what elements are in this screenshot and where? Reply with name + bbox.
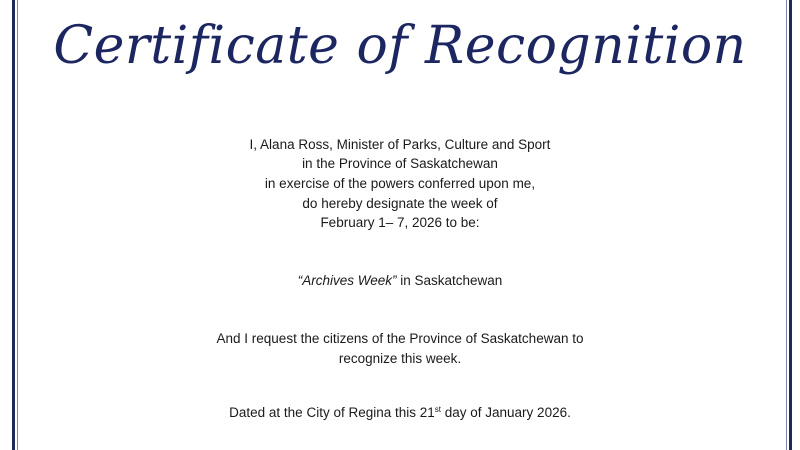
border-left <box>12 0 15 450</box>
designation-line <box>30 273 770 289</box>
designation-suffix: in Saskatchewan <box>396 273 503 288</box>
proclamation-line-2: in the Province of Saskatchewan <box>302 156 498 171</box>
dated-suffix: day of January 2026. <box>441 405 571 420</box>
border-right <box>789 0 792 450</box>
dated-prefix: Dated at the City of Regina this 21 <box>229 405 435 420</box>
proclamation-line-1: I, Alana Ross, Minister of Parks, Culture and Sport <box>249 137 551 152</box>
proclamation-line-5: February 1– 7, 2026 to be: <box>320 215 480 230</box>
designation-name: “Archives Week” <box>297 273 397 288</box>
request-line-2: recognize this week. <box>338 351 462 366</box>
proclamation-line-4: do hereby designate the week of <box>302 196 498 211</box>
request-line-1: And I request the citizens of the Province of Saskatchewan to <box>216 331 584 346</box>
dated-line <box>30 405 770 421</box>
border-right-inner <box>786 0 787 450</box>
proclamation-line-3: in exercise of the powers conferred upon me, <box>264 176 536 191</box>
dated-ordinal: st <box>434 405 441 414</box>
certificate-title: Certificate of Recognition <box>53 16 747 76</box>
border-left-inner <box>17 0 18 450</box>
